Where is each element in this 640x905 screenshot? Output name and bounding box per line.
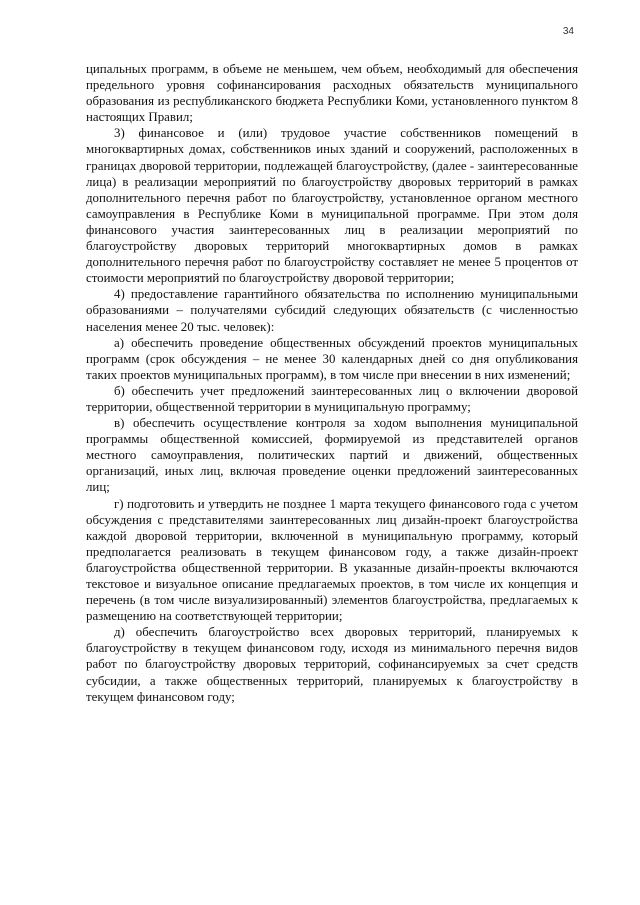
paragraph-subitem-d: д) обеспечить благоустройство всех дворовых территорий, планируемых к благоустройству в текущем финансовом году, исходя из минимального перечня видов работ по благоустройству дворовых территорий, софинансируемых за счет средств субсидии, а также общественных территорий, планируемых к благоустройству в текущем финансовом году; xyxy=(86,625,578,704)
paragraph-item-3: 3) финансовое и (или) трудовое участие собственников помещений в многоквартирных домах, собственников иных зданий и сооружений, расположенных в границах дворовой территории, подлежащей благоустройству, (далее - заинтересованные лица) в реализации мероприятий по благоустройству дворовых территорий в рамках дополнительного перечня работ по благоустройству, установленное органом местного самоуправления в Республике Коми в муниципальной программе. При этом доля финансового участия заинтересованных лиц в реализации мероприятий по благоустройству дворовых территорий многоквартирных домов в рамках дополнительного перечня работ по благоустройству составляет не менее 5 процентов от стоимости мероприятий по благоустройству дворовой территории; xyxy=(86,126,578,286)
paragraph-subitem-g: г) подготовить и утвердить не позднее 1 марта текущего финансового года с учетом обсуждения с представителями заинтересованных лиц дизайн-проект благоустройства каждой дворовой территории, включенной в муниципальную программу, который предполагается реализовать в текущем финансовом году, а также дизайн-проект благоустройства общественной территории. В указанные дизайн-проекты включаются текстовое и визуальное описание предлагаемых проектов, в том числе их концепция и перечень (в том числе визуализированный) элементов благоустройства, предлагаемых к размещению на соответствующей территории; xyxy=(86,496,578,624)
paragraph-subitem-b: б) обеспечить учет предложений заинтересованных лиц о включении дворовой территории, общественной территории в муниципальную программу; xyxy=(86,383,578,414)
paragraph-subitem-a: а) обеспечить проведение общественных обсуждений проектов муниципальных программ (срок обсуждения – не менее 30 календарных дней со дня опубликования таких проектов муниципальных программ), в том числе при внесении в них изменений; xyxy=(86,335,578,382)
paragraph-subitem-v: в) обеспечить осуществление контроля за ходом выполнения муниципальной программы общественной комиссией, формируемой из представителей органов местного самоуправления, политических партий и движений, общественных организаций, иных лиц, включая проведение оценки предложений заинтересованных лиц; xyxy=(86,416,578,495)
page-number: 34 xyxy=(562,26,574,37)
paragraph-item-4: 4) предоставление гарантийного обязательства по исполнению муниципальными образованиями – получателями субсидий следующих обязательств (с численностью населения менее 20 тыс. человек): xyxy=(86,287,578,334)
paragraph-continuation: ципальных программ, в объеме не меньшем, чем объем, необходимый для обеспечения предельного уровня софинансирования расходных обязательств муниципального образования из республиканского бюджета Республики Коми, установленного пунктом 8 настоящих Правил; xyxy=(86,62,578,125)
document-body xyxy=(86,61,578,705)
